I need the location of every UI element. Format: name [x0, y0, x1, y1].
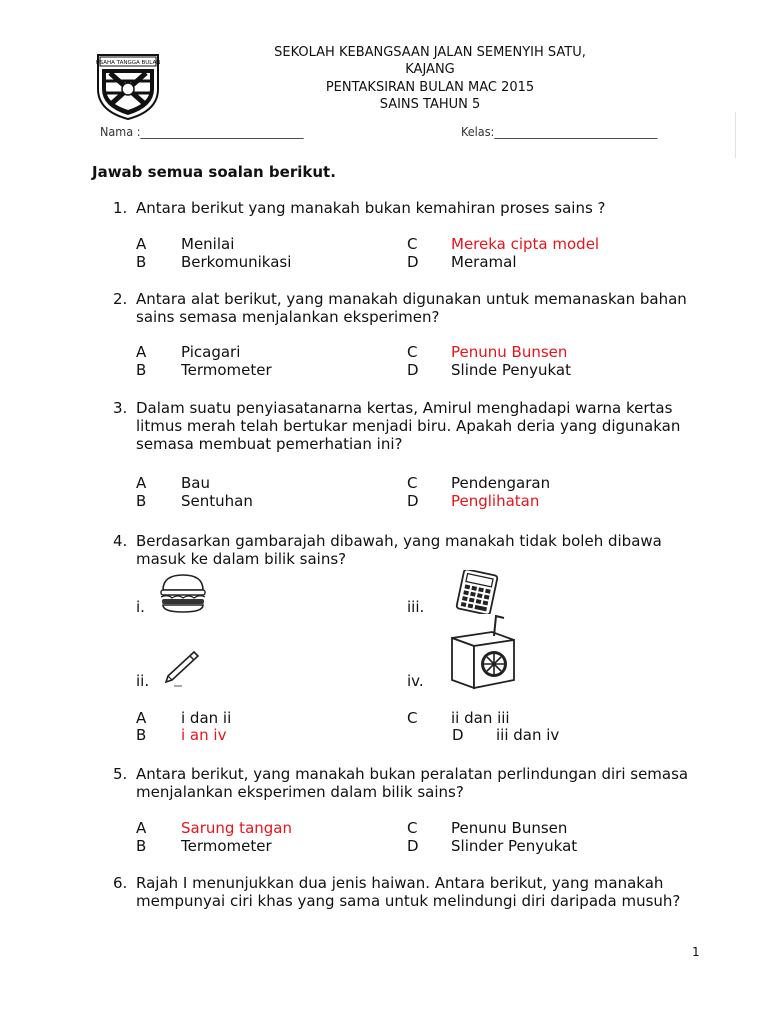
question-text: mempunyai ciri khas yang sama untuk melindungi diri daripada musuh?: [136, 892, 681, 910]
option-letter: B: [136, 361, 147, 379]
question-number: 6.: [113, 874, 128, 892]
question-text: Dalam suatu penyiasatanarna kertas, Amirul menghadapi warna kertas: [136, 399, 673, 417]
question-text: menjalankan eksperimen dalam bilik sains?: [136, 783, 464, 801]
question-number: 4.: [113, 532, 128, 550]
option-text: Meramal: [451, 253, 517, 271]
question-text: litmus merah telah bertukar menjadi biru. Apakah deria yang digunakan: [136, 417, 681, 435]
option-text: Penunu Bunsen: [451, 819, 568, 837]
option-letter: B: [136, 837, 147, 855]
item-label: ii.: [136, 672, 150, 690]
question-number: 1.: [113, 199, 128, 217]
option-text: Pendengaran: [451, 474, 551, 492]
question-text: sains semasa menjalankan eksperimen?: [136, 308, 440, 326]
option-letter: C: [407, 709, 418, 727]
subject-title: SAINS TAHUN 5: [379, 97, 481, 112]
option-text: Slinde Penyukat: [451, 361, 572, 379]
option-text: Menilai: [181, 235, 235, 253]
page-edge-line: [735, 112, 736, 158]
exam-title: PENTAKSIRAN BULAN MAC 2015: [325, 80, 535, 95]
question-text: Antara alat berikut, yang manakah digunakan untuk memanaskan bahan: [136, 290, 687, 308]
option-text-correct: Mereka cipta model: [451, 235, 600, 253]
option-text-correct: i an iv: [181, 726, 227, 744]
option-letter: B: [136, 492, 147, 510]
svg-text:USAHA TANGGA BULAN: USAHA TANGGA BULAN: [95, 60, 161, 66]
option-letter: A: [136, 474, 147, 492]
option-letter: A: [136, 709, 147, 727]
question-text: masuk ke dalam bilik sains?: [136, 550, 347, 568]
question-text: semasa membuat pemerhatian ini?: [136, 435, 403, 453]
question-text: Antara berikut yang manakah bukan kemahiran proses sains ?: [136, 199, 606, 217]
item-label: iii.: [407, 598, 425, 616]
option-text: Slinder Penyukat: [451, 837, 578, 855]
option-letter: D: [452, 726, 464, 744]
option-letter: B: [136, 253, 147, 271]
option-text-correct: Sarung tangan: [181, 819, 292, 837]
option-letter: A: [136, 819, 147, 837]
option-text: ii dan iii: [451, 709, 510, 727]
juice-box-icon: [448, 614, 518, 690]
calculator-icon: [452, 570, 502, 614]
school-name: SEKOLAH KEBANGSAAN JALAN SEMENYIH SATU,: [274, 45, 586, 60]
school-crest-logo: [92, 49, 164, 121]
school-location: KAJANG: [405, 62, 455, 77]
option-letter: A: [136, 235, 147, 253]
option-text: i dan ii: [181, 709, 232, 727]
item-label: i.: [136, 598, 145, 616]
option-text: Bau: [181, 474, 210, 492]
question-number: 3.: [113, 399, 128, 417]
question-text: Rajah I menunjukkan dua jenis haiwan. Antara berikut, yang manakah: [136, 874, 664, 892]
class-field: Kelas:_____________________________: [461, 124, 658, 139]
option-letter: D: [407, 492, 419, 510]
option-text-correct: Penunu Bunsen: [451, 343, 568, 361]
option-letter: D: [407, 361, 419, 379]
option-text-correct: Penglihatan: [451, 492, 540, 510]
option-text: Picagari: [181, 343, 241, 361]
page-number: 1: [692, 945, 700, 959]
name-field: Nama :_____________________________: [100, 124, 304, 139]
option-text: Termometer: [181, 837, 272, 855]
option-text: Sentuhan: [181, 492, 253, 510]
option-text: Berkomunikasi: [181, 253, 292, 271]
option-text: iii dan iv: [496, 726, 560, 744]
item-label: iv.: [407, 672, 424, 690]
question-number: 5.: [113, 765, 128, 783]
pen-icon: [160, 648, 200, 690]
question-text: Antara berikut, yang manakah bukan peralatan perlindungan diri semasa: [136, 765, 689, 783]
option-letter: B: [136, 726, 147, 744]
question-number: 2.: [113, 290, 128, 308]
option-letter: A: [136, 343, 147, 361]
option-letter: D: [407, 837, 419, 855]
option-letter: C: [407, 235, 418, 253]
option-letter: C: [407, 343, 418, 361]
option-letter: C: [407, 474, 418, 492]
option-text: Termometer: [181, 361, 272, 379]
question-text: Berdasarkan gambarajah dibawah, yang manakah tidak boleh dibawa: [136, 532, 662, 550]
option-letter: D: [407, 253, 419, 271]
option-letter: C: [407, 819, 418, 837]
instruction: Jawab semua soalan berikut.: [92, 163, 336, 181]
burger-icon: [158, 572, 208, 614]
